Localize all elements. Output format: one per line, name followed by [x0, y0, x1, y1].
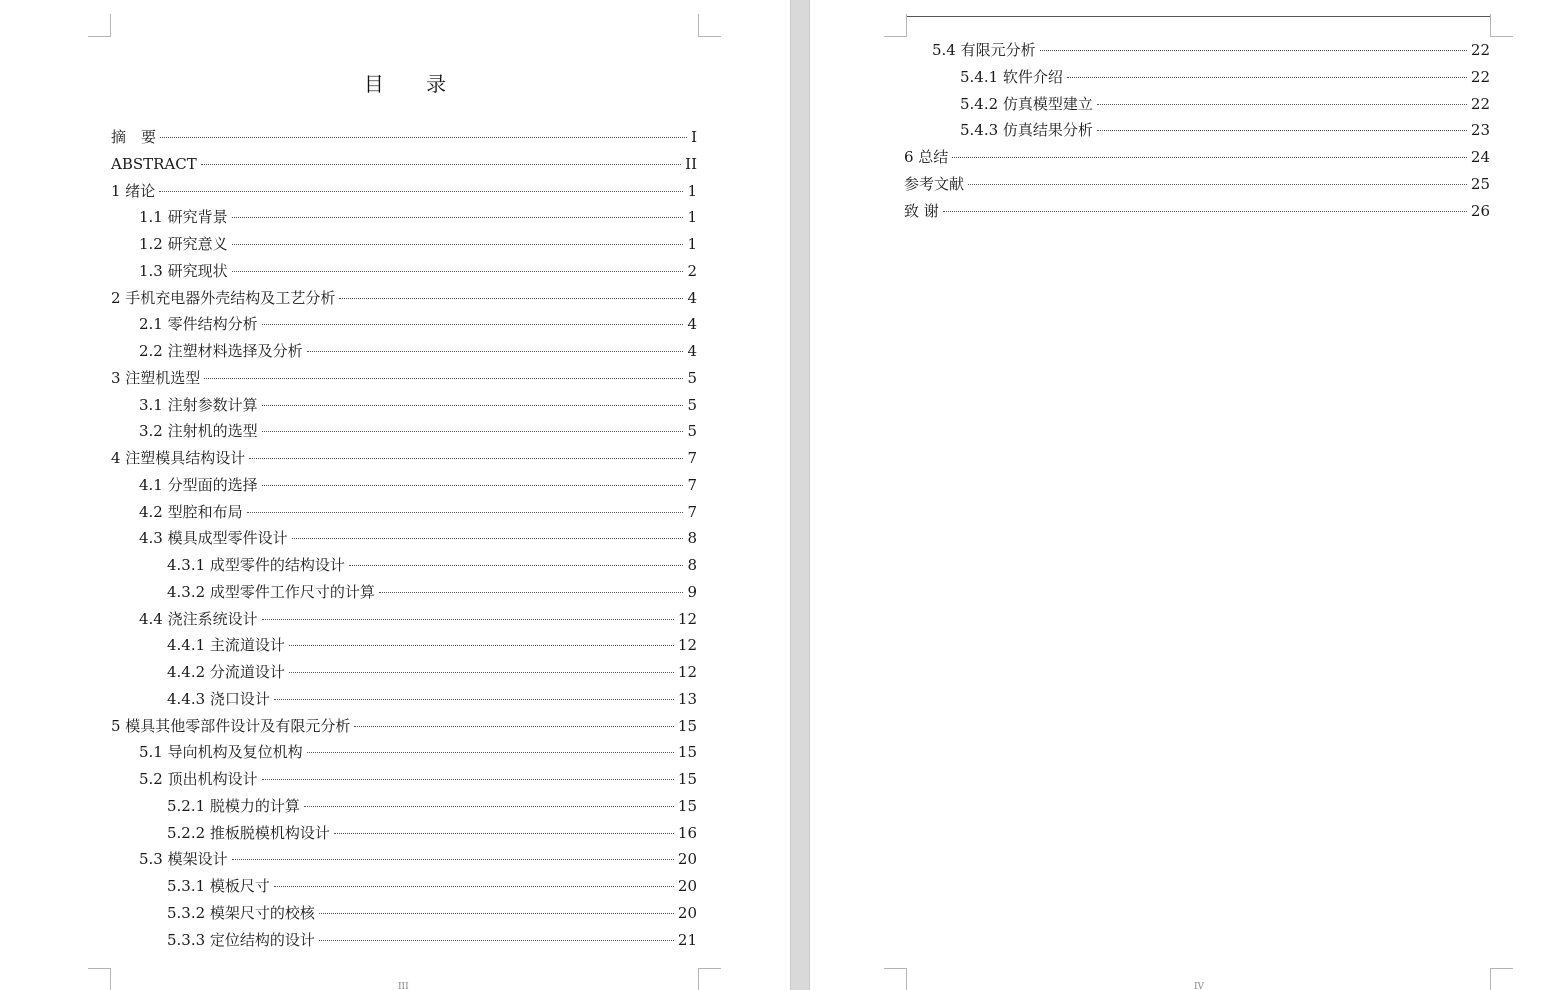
crop-mark-top-left [884, 14, 907, 37]
toc-leader-dots [307, 752, 674, 753]
toc-entry[interactable] [111, 713, 697, 739]
crop-mark-top-right [1490, 14, 1513, 37]
toc-entry-page-number: 5 [687, 422, 697, 441]
toc-entry-page-number: 1 [687, 181, 697, 200]
toc-entry-page-number: 20 [677, 903, 697, 922]
toc-leader-dots [201, 164, 681, 165]
toc-leader-dots [274, 886, 674, 887]
toc-entry-page-number: 1 [687, 208, 697, 227]
toc-leader-dots [1040, 50, 1467, 51]
page-number-footer: III [398, 982, 409, 990]
toc-entry[interactable] [139, 418, 697, 444]
toc-entry-label: 1.3 研究现状 [139, 261, 228, 280]
toc-leader-dots [354, 726, 674, 727]
toc-entry[interactable] [139, 766, 697, 792]
toc-entry-label: 5.3.2 模架尺寸的校核 [167, 903, 315, 922]
toc-entry-page-number: 16 [677, 823, 697, 842]
crop-mark-bottom-right [698, 968, 721, 990]
toc-entry-label: 5.4.2 仿真模型建立 [960, 94, 1093, 113]
toc-entry-label: 5.1 导向机构及复位机构 [139, 743, 303, 762]
toc-leader-dots [304, 806, 674, 807]
toc-leader-dots [307, 351, 684, 352]
toc-leader-dots [339, 298, 683, 299]
toc-entry-page-number: 2 [687, 261, 697, 280]
toc-title: 目 录 [363, 72, 465, 96]
document-page-right [810, 0, 1542, 990]
toc-entry-page-number: 9 [687, 582, 697, 601]
toc-leader-dots [232, 244, 684, 245]
crop-mark-bottom-right [1490, 968, 1513, 990]
toc-entry-label: 5.3.1 模板尺寸 [167, 877, 270, 895]
toc-entry[interactable] [111, 151, 697, 177]
toc-entry-page-number: 4 [687, 288, 697, 307]
toc-entry[interactable] [139, 258, 697, 284]
toc-entry-label: 6 总结 [904, 148, 949, 166]
toc-leader-dots [159, 191, 683, 192]
page-number-footer: IV [1194, 982, 1205, 990]
toc-entry[interactable] [932, 37, 1490, 63]
toc-leader-dots [952, 157, 1467, 158]
toc-entry-label: 4.4 浇注系统设计 [139, 609, 258, 628]
toc-entry[interactable] [167, 686, 697, 712]
toc-entry-page-number: I [691, 128, 697, 146]
toc-entry-page-number: 12 [677, 663, 697, 681]
header-rule [906, 16, 1491, 17]
toc-leader-dots [319, 940, 674, 941]
toc-entry-page-number: 22 [1470, 41, 1490, 59]
toc-entry[interactable] [904, 144, 1490, 170]
toc-leader-dots [262, 324, 684, 325]
toc-leader-dots [1067, 77, 1467, 78]
toc-entry[interactable] [139, 338, 697, 364]
toc-entry-label: 5 模具其他零部件设计及有限元分析 [111, 716, 351, 735]
toc-entry[interactable] [167, 927, 697, 953]
toc-entry-label: 4 注塑模具结构设计 [111, 449, 246, 467]
toc-entry-label: 4.4.1 主流道设计 [167, 636, 285, 655]
toc-entry-label: 2.2 注塑材料选择及分析 [139, 342, 303, 360]
toc-leader-dots [292, 538, 684, 539]
toc-entry[interactable] [111, 445, 697, 471]
toc-entry-label: 2 手机充电器外壳结构及工艺分析 [111, 288, 336, 307]
toc-leader-dots [262, 619, 674, 620]
toc-entry-page-number: 5 [687, 368, 697, 387]
toc-entry-label: 1.2 研究意义 [139, 235, 228, 253]
toc-entry-page-number: II [685, 154, 697, 173]
toc-entry-page-number: 1 [687, 235, 697, 253]
page-gutter [790, 0, 810, 990]
toc-entry[interactable] [960, 64, 1490, 90]
toc-entry-label: 3.2 注射机的选型 [139, 422, 258, 441]
toc-entry-page-number: 12 [677, 609, 697, 628]
toc-leader-dots [319, 913, 674, 914]
toc-leader-dots [379, 592, 684, 593]
toc-entry-page-number: 13 [677, 689, 697, 708]
toc-entry-page-number: 21 [677, 930, 697, 949]
crop-mark-bottom-left [88, 968, 111, 990]
toc-entry-page-number: 22 [1470, 67, 1490, 86]
toc-entry-page-number: 4 [687, 342, 697, 360]
toc-leader-dots [204, 378, 683, 379]
toc-entry-page-number: 15 [677, 743, 697, 762]
toc-entry-label: 3 注塑机选型 [111, 368, 201, 387]
toc-entry-page-number: 23 [1470, 121, 1490, 140]
toc-entry-page-number: 26 [1470, 201, 1490, 220]
toc-entry-page-number: 4 [687, 315, 697, 334]
toc-entry-label: 致 谢 [904, 201, 939, 220]
toc-leader-dots [289, 672, 674, 673]
toc-entry[interactable] [167, 632, 697, 658]
toc-entry-label: 5.3 模架设计 [139, 850, 228, 869]
toc-entry[interactable] [111, 285, 697, 311]
toc-entry-label: 1.1 研究背景 [139, 208, 228, 227]
toc-leader-dots [1097, 130, 1467, 131]
toc-leader-dots [160, 137, 687, 138]
toc-leader-dots [1097, 104, 1467, 105]
toc-entry-label: 4.4.3 浇口设计 [167, 689, 270, 708]
toc-entry-page-number: 20 [677, 877, 697, 895]
toc-entry[interactable] [167, 820, 697, 846]
toc-leader-dots [232, 859, 674, 860]
toc-entry-label: 4.2 型腔和布局 [139, 502, 243, 521]
toc-leader-dots [289, 645, 674, 646]
toc-entry[interactable] [167, 793, 697, 819]
toc-entry[interactable] [111, 124, 697, 150]
toc-entry[interactable] [904, 171, 1490, 197]
toc-entry[interactable] [139, 606, 697, 632]
toc-entry-label: 3.1 注射参数计算 [139, 395, 258, 414]
toc-entry[interactable] [111, 365, 697, 391]
toc-entry[interactable] [167, 579, 697, 605]
toc-entry-page-number: 8 [687, 556, 697, 574]
toc-entry[interactable] [167, 873, 697, 899]
toc-entry[interactable] [139, 525, 697, 551]
toc-entry[interactable] [111, 178, 697, 204]
crop-mark-top-left [88, 14, 111, 37]
toc-entry[interactable] [139, 392, 697, 418]
toc-entry[interactable] [139, 739, 697, 765]
toc-leader-dots [247, 512, 684, 513]
toc-entry-label: 参考文献 [904, 174, 965, 193]
toc-entry-page-number: 24 [1470, 148, 1490, 166]
toc-entry-label: 5.4.1 软件介绍 [960, 67, 1063, 86]
toc-entry-label: 4.3.1 成型零件的结构设计 [167, 556, 345, 574]
toc-entry-page-number: 15 [677, 796, 697, 815]
toc-entry-page-number: 15 [677, 716, 697, 735]
crop-mark-bottom-left [884, 968, 907, 990]
toc-entry[interactable] [139, 311, 697, 337]
toc-entry-page-number: 20 [677, 850, 697, 869]
toc-entry[interactable] [139, 472, 697, 498]
toc-entry-page-number: 25 [1470, 174, 1490, 193]
toc-entry-label: 4.4.2 分流道设计 [167, 663, 285, 681]
toc-entry-label: 5.2.2 推板脱模机构设计 [167, 823, 330, 842]
toc-entry-label: 1 绪论 [111, 181, 156, 200]
toc-entry-label: 摘 要 [111, 128, 157, 146]
toc-entry-page-number: 8 [687, 529, 697, 548]
toc-leader-dots [262, 431, 684, 432]
toc-entry-page-number: 7 [687, 502, 697, 521]
toc-entry[interactable] [960, 117, 1490, 143]
toc-leader-dots [262, 779, 674, 780]
toc-leader-dots [232, 217, 684, 218]
toc-entry[interactable] [167, 552, 697, 578]
toc-leader-dots [968, 184, 1467, 185]
toc-entry-label: ABSTRACT [111, 154, 197, 173]
toc-leader-dots [232, 271, 684, 272]
toc-entry[interactable] [139, 231, 697, 257]
toc-entry-page-number: 22 [1470, 94, 1490, 113]
toc-entry-page-number: 7 [687, 449, 697, 467]
toc-leader-dots [249, 458, 683, 459]
toc-entry-page-number: 5 [687, 395, 697, 414]
toc-entry[interactable] [139, 846, 697, 872]
toc-entry-label: 2.1 零件结构分析 [139, 315, 258, 334]
toc-leader-dots [262, 405, 684, 406]
toc-entry-label: 4.1 分型面的选择 [139, 475, 258, 494]
toc-entry-label: 5.4.3 仿真结果分析 [960, 121, 1093, 140]
toc-leader-dots [349, 565, 684, 566]
crop-mark-top-right [698, 14, 721, 37]
toc-leader-dots [262, 485, 684, 486]
toc-entry-label: 5.2 顶出机构设计 [139, 770, 258, 788]
toc-entry-label: 5.4 有限元分析 [932, 41, 1036, 59]
toc-entry[interactable] [904, 198, 1490, 224]
toc-entry-page-number: 7 [687, 475, 697, 494]
toc-entry[interactable] [167, 659, 697, 685]
toc-entry-label: 4.3 模具成型零件设计 [139, 529, 288, 548]
toc-entry-page-number: 12 [677, 636, 697, 655]
toc-entry[interactable] [139, 204, 697, 230]
toc-leader-dots [943, 211, 1467, 212]
toc-entry[interactable] [139, 499, 697, 525]
toc-leader-dots [334, 833, 674, 834]
toc-entry-page-number: 15 [677, 770, 697, 788]
toc-entry-label: 4.3.2 成型零件工作尺寸的计算 [167, 582, 375, 601]
toc-leader-dots [274, 699, 674, 700]
toc-entry[interactable] [960, 91, 1490, 117]
toc-entry-label: 5.2.1 脱模力的计算 [167, 796, 300, 815]
toc-entry[interactable] [167, 900, 697, 926]
toc-entry-label: 5.3.3 定位结构的设计 [167, 930, 315, 949]
